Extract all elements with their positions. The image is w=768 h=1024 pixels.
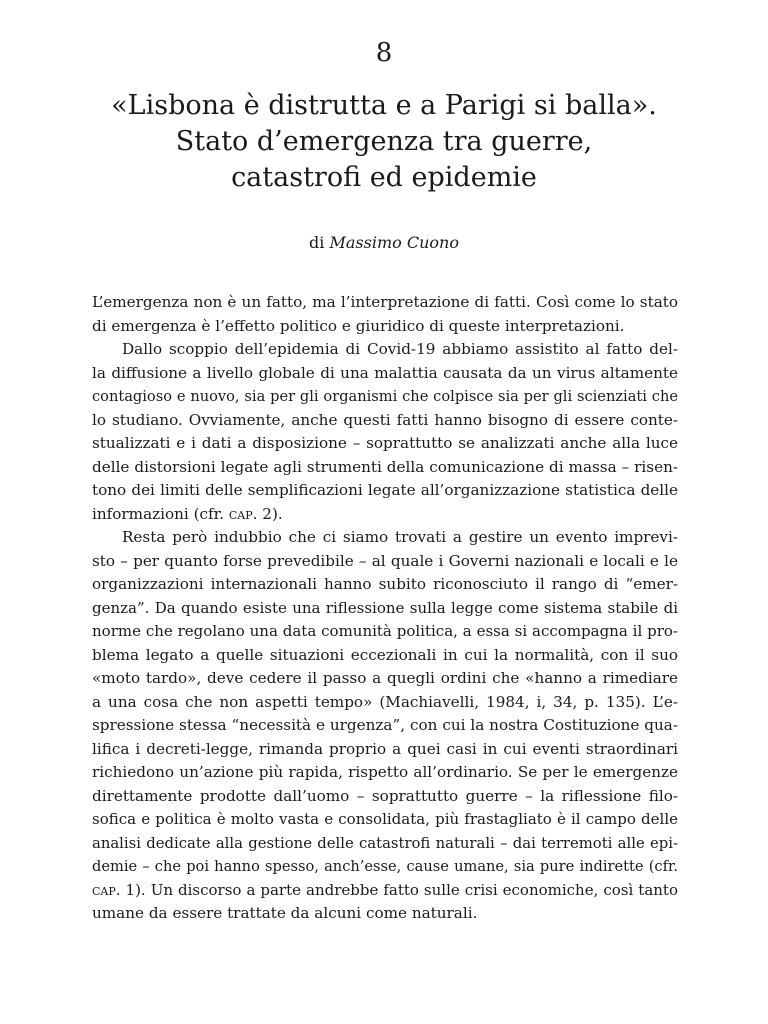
- text-line: blema legato a quelle situazioni eccezionali in cui la normalità, con il suo: [92, 645, 678, 664]
- text-line: la diffusione a livello globale di una malattia causata da un virus altamente: [92, 363, 678, 382]
- text-line: direttamente prodotte dall’uomo – soprattutto guerre – la riflessione filo-: [92, 786, 678, 805]
- text-line: sto – per quanto forse prevedibile – al quale i Governi nazionali e locali e le: [92, 551, 678, 570]
- chapter-title-line: catastrofi ed epidemie: [231, 162, 537, 193]
- text-line: «moto tardo», deve cedere il passo a quegli ordini che «hanno a rimediare: [92, 669, 678, 687]
- text-line: umane da essere trattate da alcuni come naturali.: [92, 904, 478, 922]
- chapter-title: [60, 88, 708, 196]
- byline-prefix: di: [309, 233, 325, 252]
- text-line: cap. 1). Un discorso a parte andrebbe fatto sulle crisi economiche, così tanto: [92, 880, 678, 899]
- text-line: sofica e politica è molto vasta e consolidata, più frastagliato è il campo delle: [92, 810, 678, 828]
- chapter-title-line: Stato d’emergenza tra guerre,: [175, 126, 593, 157]
- byline: [0, 232, 768, 254]
- text-line: contagioso e nuovo, sia per gli organismi che colpisce sia per gli scienziati che: [92, 388, 678, 405]
- text-line: analisi dedicate alla gestione delle catastrofi naturali – dai terremoti alle epi-: [92, 834, 678, 852]
- text-line: demie – che poi hanno spesso, anch’esse, cause umane, sia pure indirette (cfr.: [92, 858, 678, 875]
- text-line: Dallo scoppio dell’epidemia di Covid-19 abbiamo assistito al fatto del-: [122, 340, 678, 358]
- text-line: spressione stessa “necessità e urgenza”, con cui la nostra Costituzione qua-: [92, 716, 678, 734]
- text-line: di emergenza è l’effetto politico e giuridico di queste interpretazioni.: [92, 316, 625, 335]
- chapter-title-line: «Lisbona è distrutta e a Parigi si balla».: [111, 90, 657, 121]
- text-line: delle distorsioni legate agli strumenti della comunicazione di massa – risen-: [92, 457, 678, 476]
- body-text: [92, 291, 678, 926]
- text-line: norme che regolano una data comunità politica, a essa si accompagna il pro-: [92, 622, 678, 640]
- paragraph: [92, 338, 678, 526]
- paragraph: [92, 291, 678, 338]
- chapter-number: 8: [375, 38, 393, 68]
- text-line: informazioni (cfr. cap. 2).: [92, 504, 283, 523]
- text-line: organizzazioni internazionali hanno subito riconosciuto il rango di “emer-: [92, 575, 678, 593]
- paragraph: [92, 526, 678, 926]
- text-line: tono dei limiti delle semplificazioni legate all’organizzazione statistica delle: [92, 481, 678, 499]
- text-line: a una cosa che non aspetti tempo» (Machiavelli, 1984, i, 34, p. 135). L’e-: [92, 692, 678, 711]
- text-line: lifica i decreti-legge, rimanda proprio a quei casi in cui eventi straordinari: [92, 739, 678, 758]
- author-name: Massimo Cuono: [329, 233, 459, 252]
- text-line: stualizzati e i dati a disposizione – soprattutto se analizzati anche alla luce: [92, 434, 678, 452]
- text-line: richiedono un’azione più rapida, rispetto all’ordinario. Se per le emergenze: [92, 763, 678, 781]
- text-line: genza”. Da quando esiste una riflessione sulla legge come sistema stabile di: [92, 598, 678, 617]
- text-line: lo studiano. Ovviamente, anche questi fatti hanno bisogno di essere conte-: [92, 410, 678, 429]
- text-line: L’emergenza non è un fatto, ma l’interpretazione di fatti. Così come lo stato: [92, 293, 678, 311]
- text-line: Resta però indubbio che ci siamo trovati a gestire un evento imprevi-: [122, 528, 678, 546]
